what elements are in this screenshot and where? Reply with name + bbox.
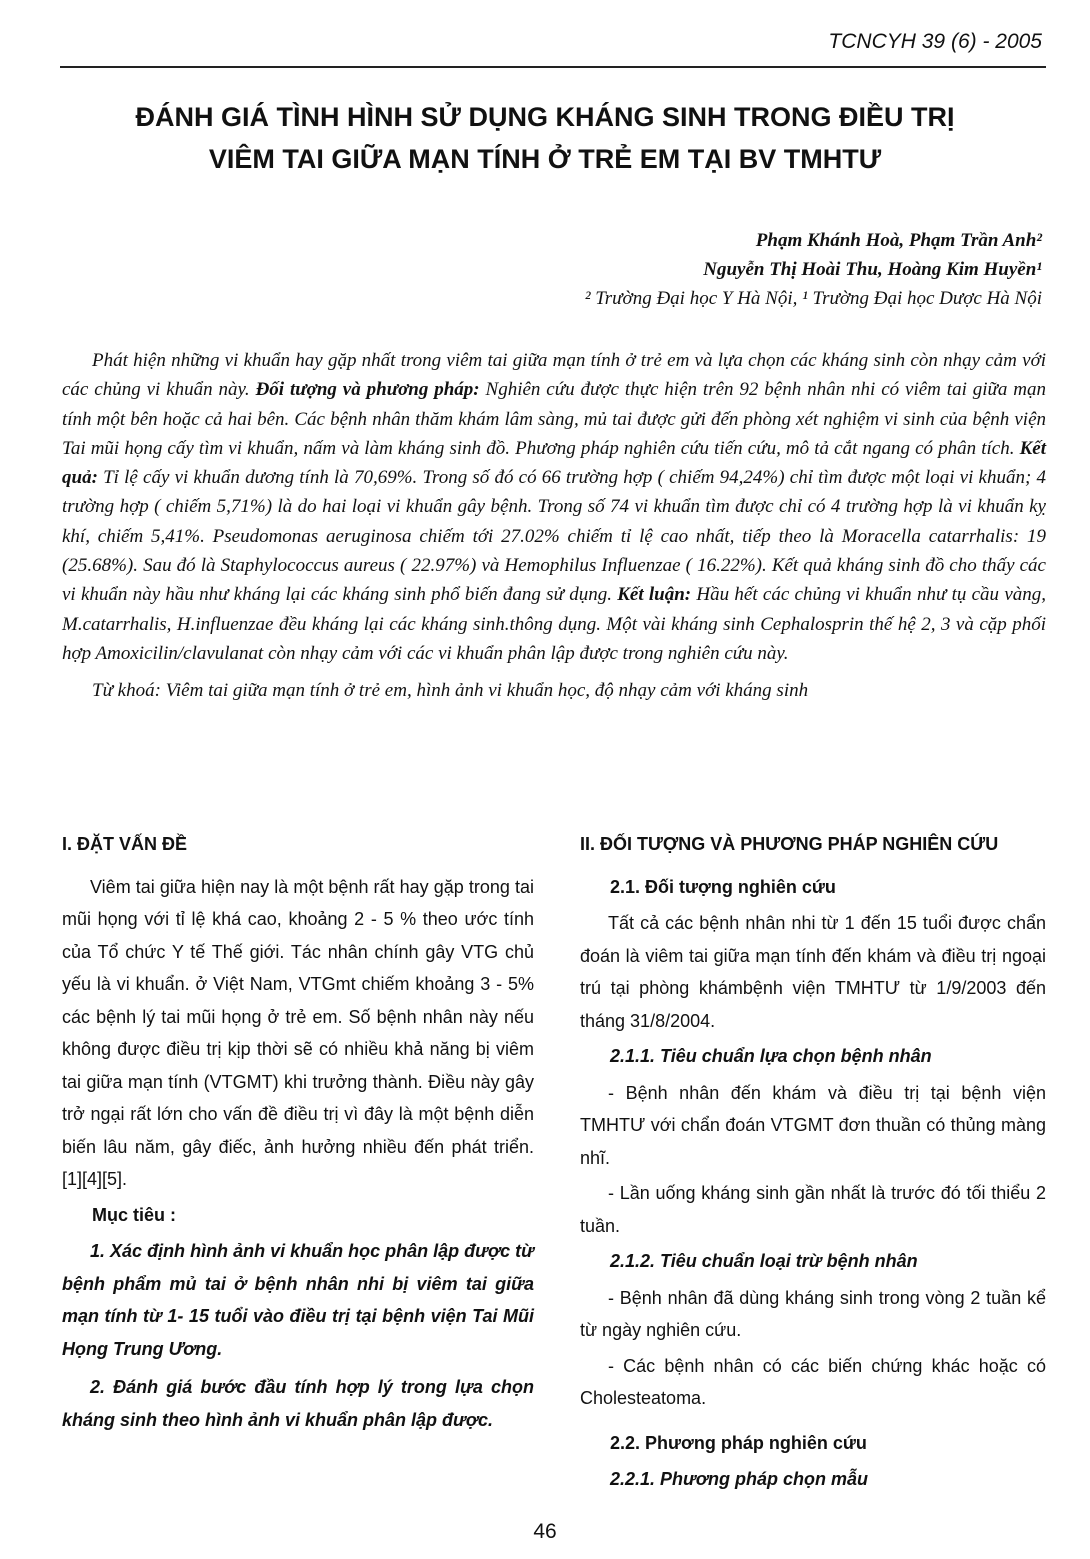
title-line-2: VIÊM TAI GIỮA MẠN TÍNH Ở TRẺ EM TẠI BV TMHTƯ: [208, 144, 882, 174]
inclusion-criterion-2: - Lần uống kháng sinh gần nhất là trước đó tối thiểu 2 tuần.: [580, 1183, 1046, 1236]
abstract-results-label: Kết quả:: [62, 437, 1047, 489]
subsection-2-2-1-heading: 2.2.1. Phương pháp chọn mẫu: [610, 1469, 868, 1489]
abstract-methods-label: Đối tượng và phương pháp:: [255, 379, 480, 401]
abstract-results: Tỉ lệ cấy vi khuẩn dương tính là 70,69%. Trong số đó có 66 trường hợp ( chiếm 94,24%) chỉ tìm được một loại vi khuẩn; 4 trường hợp ( chiếm 5,71%) là do hai loại vi khuẩn gây bệnh. Trong số 74 vi khuẩn tìm được chỉ có 4 trường hợp là vi khuẩn kỵ khí, chiếm 5,41%. Pseudomonas aeruginosa chiếm tới 27.02% chiếm tỉ lệ cao nhất, tiếp theo là Moracella catarrhalis: 19 (25.68%). Sau đó là Staphylococcus aureus ( 22.97%) và Hemophilus Influenzae ( 16.22%). Kết quả kháng sinh đồ cho thấy các vi khuẩn này hầu như kháng lại các kháng sinh phổ biến đang sử dụng.: [62, 467, 1047, 606]
goal-2: 2. Đánh giá bước đầu tính hợp lý trong lựa chọn kháng sinh theo hình ảnh vi khuẩn phân lập được.: [62, 1377, 534, 1430]
section-1-heading: I. ĐẶT VẤN ĐỀ: [62, 834, 188, 854]
header-rule: [60, 66, 1046, 68]
left-column: [62, 828, 534, 1442]
authors-line-2: Nguyễn Thị Hoài Thu, Hoàng Kim Huyền¹: [703, 259, 1042, 280]
subsection-2-1-heading: 2.1. Đối tượng nghiên cứu: [610, 876, 836, 897]
subsection-2-1-2-heading: 2.1.2. Tiêu chuẩn loại trừ bệnh nhân: [610, 1251, 918, 1271]
subsection-2-2-heading: 2.2. Phương pháp nghiên cứu: [610, 1432, 867, 1453]
exclusion-criterion-1: - Bệnh nhân đã dùng kháng sinh trong vòng 2 tuần kể từ ngày nghiên cứu.: [580, 1287, 1046, 1340]
intro-paragraph: Viêm tai giữa hiện nay là một bệnh rất hay gặp trong tai mũi họng với tỉ lệ khá cao, khoảng 2 - 5 % theo ước tính của Tổ chức Y tế Thế giới. Tác nhân chính gây VTG chủ yếu là vi khuẩn. ở Việt Nam, VTGmt chiếm khoảng 3 - 5% các bệnh lý tai mũi họng ở trẻ em. Số bệnh nhân này nếu không được điều trị kịp thời sẽ có nhiều khả năng bị viêm tai giữa mạn tính (VTGMT) khi trưởng thành. Điều này gây trở ngại rất lớn cho vấn đề điều trị vì đây là một bệnh diễn biến lâu năm, gây điếc, ảnh hưởng nhiều đến phát triển. [1][4][5].: [62, 876, 534, 1189]
subsection-2-1-1-heading: 2.1.1. Tiêu chuẩn lựa chọn bệnh nhân: [610, 1046, 932, 1066]
section-2-heading: II. ĐỐI TƯỢNG VÀ PHƯƠNG PHÁP NGHIÊN CỨU: [580, 834, 999, 854]
authors-line-1: Phạm Khánh Hoà, Phạm Trần Anh²: [755, 230, 1042, 251]
affiliation: ² Trường Đại học Y Hà Nội, ¹ Trường Đại học Dược Hà Nội: [584, 288, 1042, 309]
title-line-1: ĐÁNH GIÁ TÌNH HÌNH SỬ DỤNG KHÁNG SINH TRONG ĐIỀU TRỊ: [135, 102, 955, 132]
goals-heading: Mục tiêu :: [92, 1204, 176, 1225]
abstract: [62, 346, 1046, 706]
abstract-aim: Phát hiện những vi khuẩn hay gặp nhất trong viêm tai giữa mạn tính ở trẻ em và lựa chọn các kháng sinh còn nhạy cảm với các chủng vi khuẩn này.: [62, 350, 1046, 401]
abstract-methods: Nghiên cứu được thực hiện trên 92 bệnh nhân nhi có viêm tai giữa mạn tính một bên hoặc cả hai bên. Các bệnh nhân thăm khám lâm sàng, mủ tai được gửi đến phòng xét nghiệm vi sinh của bệnh viện Tai mũi họng cấy tìm vi khuẩn, nấm và làm kháng sinh đồ. Phương pháp nghiên cứu tiến cứu, mô tả cắt ngang có phân tích.: [62, 379, 1047, 459]
page-number: 46: [533, 1520, 557, 1543]
journal-header: TCNCYH 39 (6) - 2005: [828, 30, 1042, 53]
article-title: [40, 96, 1050, 180]
exclusion-criterion-2: - Các bệnh nhân có các biến chứng khác hoặc có Cholesteatoma.: [580, 1355, 1046, 1408]
goal-1: 1. Xác định hình ảnh vi khuẩn học phân lập được từ bệnh phẩm mủ tai ở bệnh nhân nhi bị viêm tai giữa mạn tính từ 1- 15 tuổi vào điều trị tại bệnh viện Tai Mũi Họng Trung Ương.: [62, 1241, 534, 1359]
inclusion-criterion-1: - Bệnh nhân đến khám và điều trị tại bệnh viện TMHTƯ với chẩn đoán VTGMT đơn thuần có thủng màng nhĩ.: [580, 1082, 1046, 1168]
abstract-conclusion: Hầu hết các chủng vi khuẩn như tụ cầu vàng, M.catarrhalis, H.influenzae đều kháng lại các kháng sinh.thông dụng. Một vài kháng sinh Cephalosprin thế hệ 2, 3 và cặp phối hợp Amoxicilin/clavulanat còn nhạy cảm với các vi khuẩn phân lập được trong nghiên cứu này.: [62, 584, 1047, 664]
abstract-conclusion-label: Kết luận:: [617, 584, 692, 606]
subjects-paragraph: Tất cả các bệnh nhân nhi từ 1 đến 15 tuổi được chẩn đoán là viêm tai giữa mạn tính đến khám và điều trị ngoại trú tại phòng khámbệnh viện TMHTƯ từ 1/9/2003 đến tháng 31/8/2004.: [580, 913, 1046, 1031]
keywords: Từ khoá: Viêm tai giữa mạn tính ở trẻ em, hình ảnh vi khuẩn học, độ nhạy cảm với kháng sinh: [92, 680, 809, 702]
authors-block: [585, 226, 1042, 313]
abstract-body: [62, 346, 1046, 668]
right-column: [580, 828, 1046, 1500]
